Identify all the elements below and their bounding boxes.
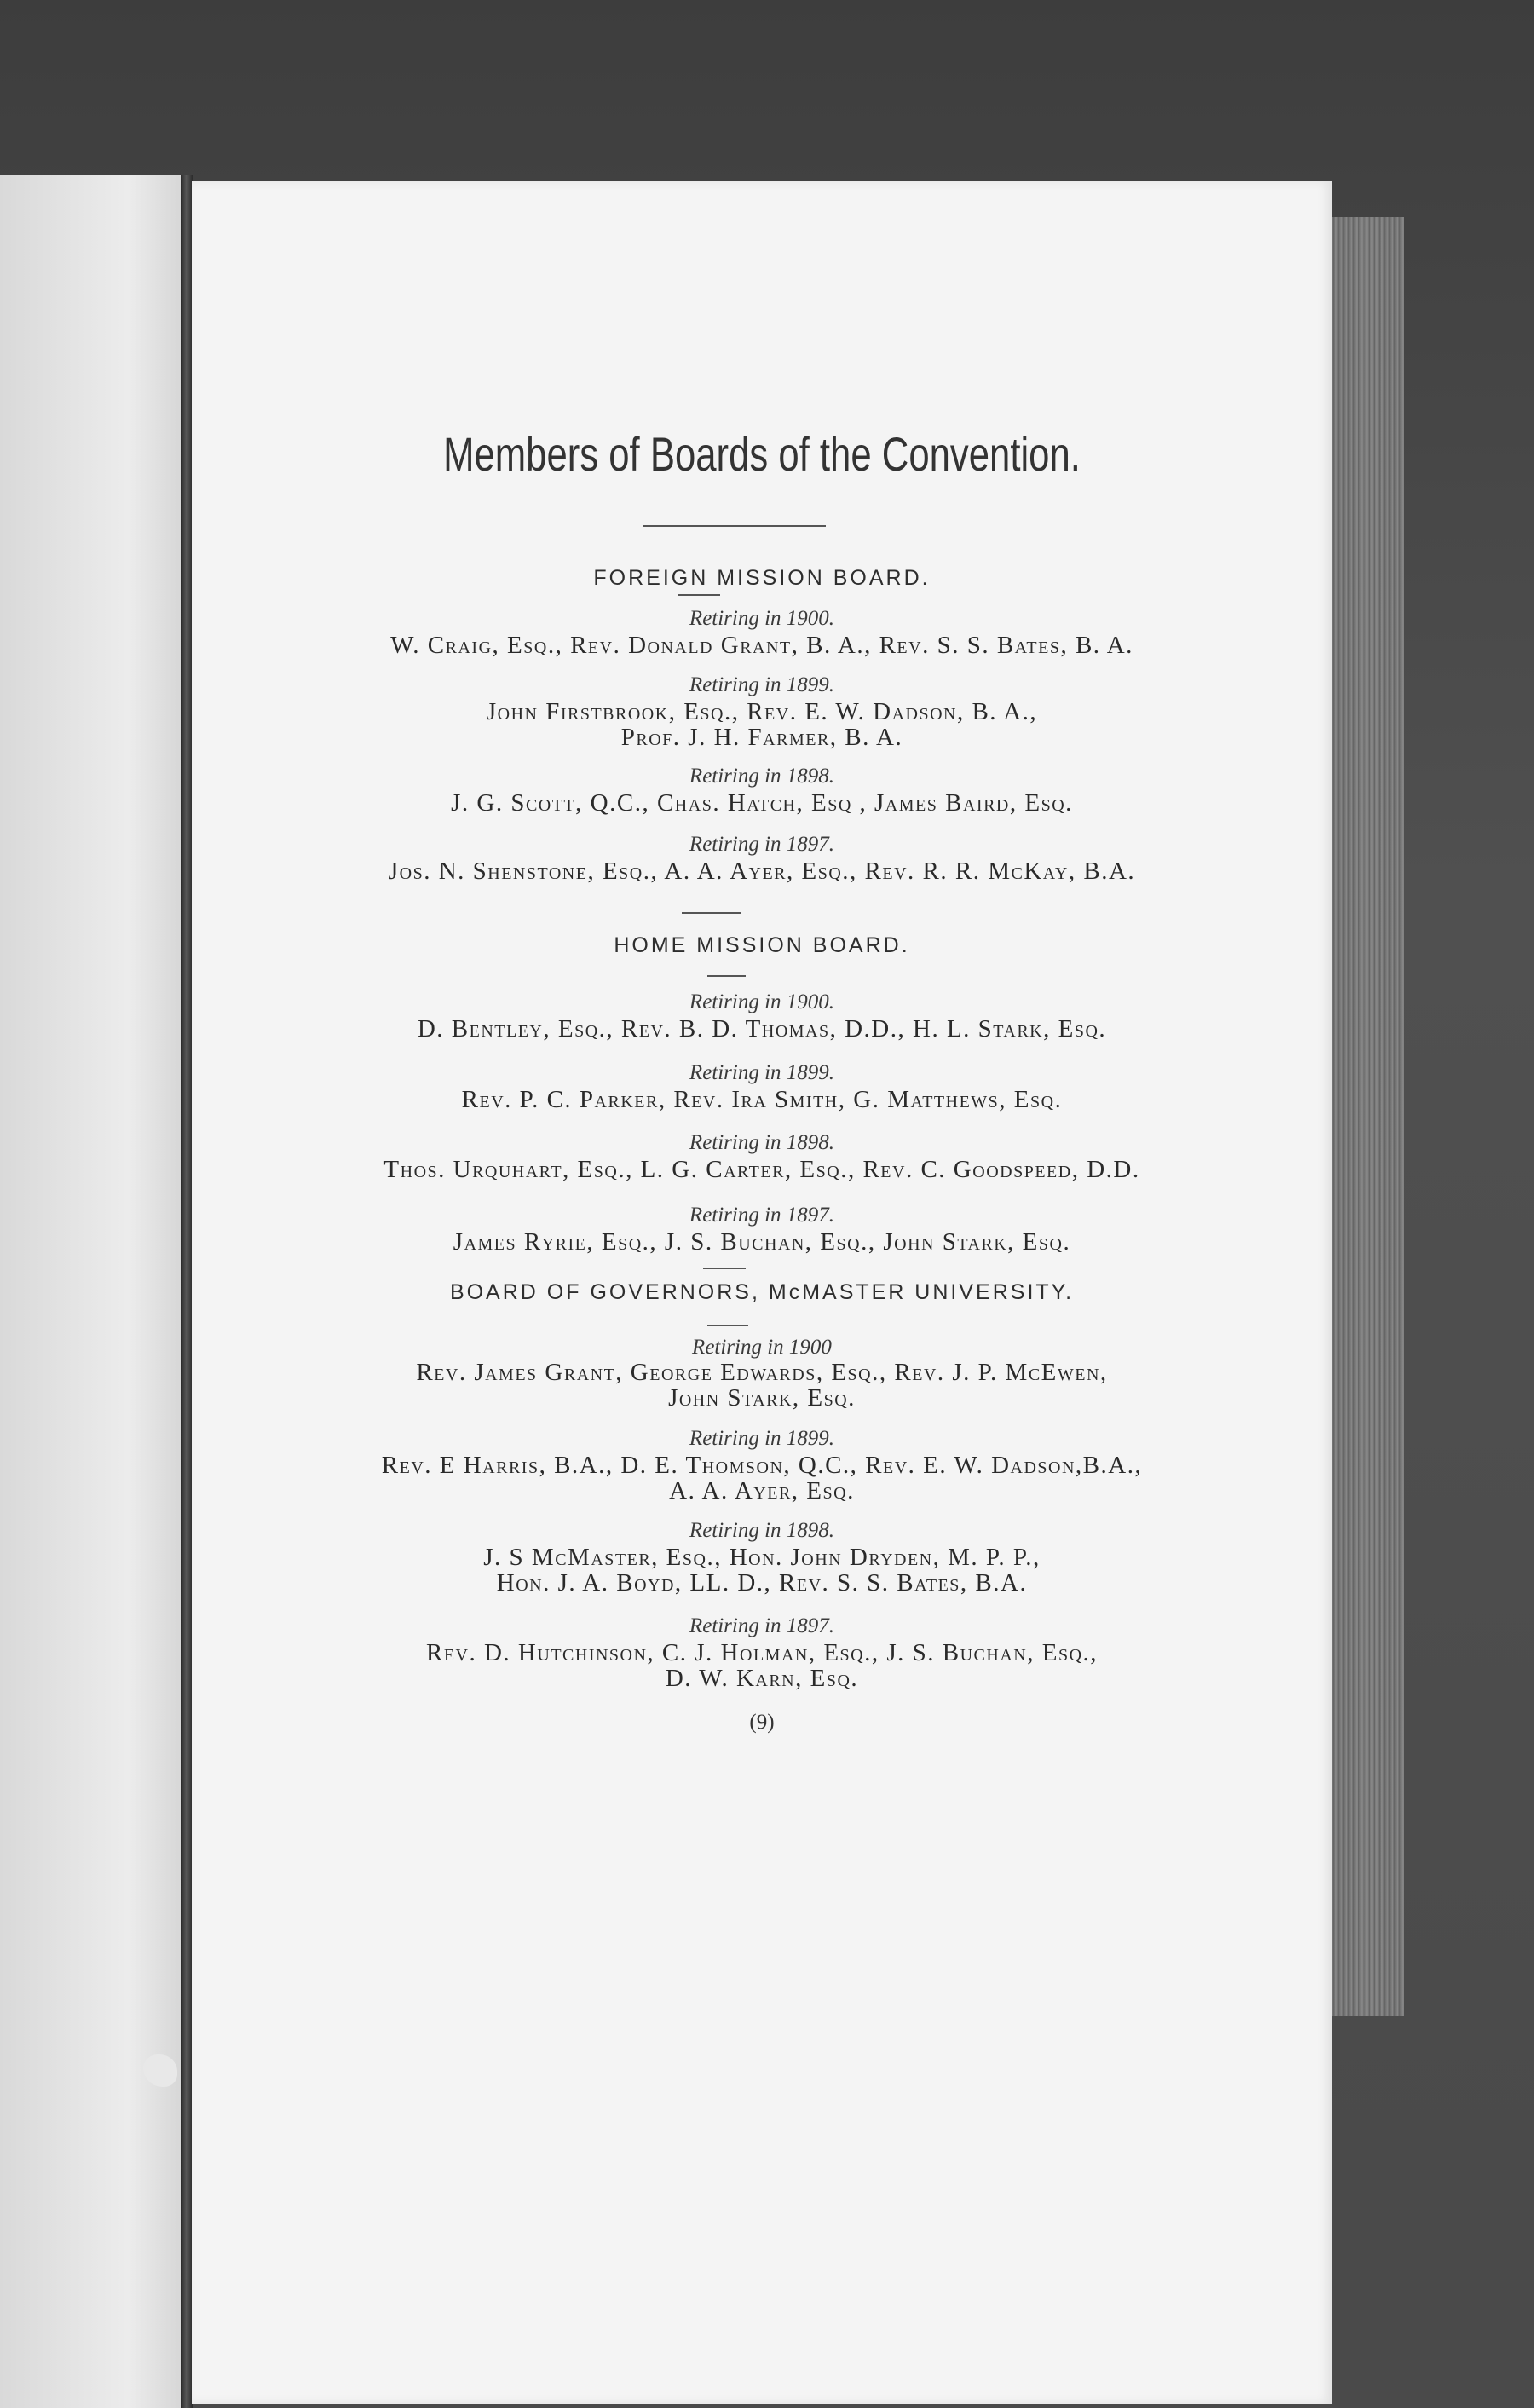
board-heading-home-mission: HOME MISSION BOARD. bbox=[614, 933, 910, 957]
section-rule bbox=[682, 912, 741, 914]
member-names: John Firstbrook, Esq., Rev. E. W. Dadson, B. A., bbox=[486, 698, 1038, 725]
heading-rule bbox=[678, 594, 720, 596]
document-page bbox=[192, 181, 1332, 2404]
retiring-label: Retiring in 1898. bbox=[689, 765, 835, 788]
retiring-label: Retiring in 1899. bbox=[689, 1061, 835, 1084]
book-gutter bbox=[181, 175, 193, 2408]
member-names: Jos. N. Shenstone, Esq., A. A. Ayer, Esq., Rev. R. R. McKay, B.A. bbox=[388, 858, 1136, 885]
section-rule bbox=[703, 1268, 746, 1269]
retiring-label: Retiring in 1900 bbox=[692, 1336, 832, 1359]
retiring-label: Retiring in 1899. bbox=[689, 673, 835, 696]
heading-rule bbox=[707, 975, 746, 977]
retiring-label: Retiring in 1897. bbox=[689, 833, 835, 856]
member-names: D. Bentley, Esq., Rev. B. D. Thomas, D.D., H. L. Stark, Esq. bbox=[417, 1015, 1107, 1042]
member-names: James Ryrie, Esq., J. S. Buchan, Esq., John Stark, Esq. bbox=[453, 1228, 1071, 1256]
retiring-label: Retiring in 1898. bbox=[689, 1519, 835, 1542]
heading-rule bbox=[707, 1325, 748, 1326]
board-heading-foreign-mission: FOREIGN MISSION BOARD. bbox=[593, 566, 931, 590]
retiring-label: Retiring in 1900. bbox=[689, 990, 835, 1013]
member-names: Hon. J. A. Boyd, LL. D., Rev. S. S. Bates, B.A. bbox=[496, 1569, 1028, 1597]
board-heading-governors: BOARD OF GOVERNORS, McMASTER UNIVERSITY. bbox=[449, 1280, 1075, 1304]
member-names: W. Craig, Esq., Rev. Donald Grant, B. A., Rev. S. S. Bates, B. A. bbox=[390, 632, 1133, 659]
member-names: A. A. Ayer, Esq. bbox=[669, 1477, 855, 1504]
title-rule bbox=[643, 525, 826, 527]
retiring-label: Retiring in 1899. bbox=[689, 1427, 835, 1450]
retiring-label: Retiring in 1897. bbox=[689, 1204, 835, 1227]
retiring-label: Retiring in 1897. bbox=[689, 1614, 835, 1637]
member-names: John Stark, Esq. bbox=[668, 1384, 856, 1412]
member-names: Prof. J. H. Farmer, B. A. bbox=[620, 724, 903, 751]
member-names: Thos. Urquhart, Esq., L. G. Carter, Esq., Rev. C. Goodspeed, D.D. bbox=[384, 1156, 1140, 1183]
member-names: J. S McMaster, Esq., Hon. John Dryden, M. P. P., bbox=[483, 1544, 1041, 1571]
page-number: (9) bbox=[749, 1711, 775, 1734]
retiring-label: Retiring in 1898. bbox=[689, 1131, 835, 1154]
member-names: J. G. Scott, Q.C., Chas. Hatch, Esq , James Baird, Esq. bbox=[451, 789, 1073, 817]
member-names: Rev. D. Hutchinson, C. J. Holman, Esq., J. S. Buchan, Esq., bbox=[425, 1639, 1099, 1666]
member-names: Rev. P. C. Parker, Rev. Ira Smith, G. Matthews, Esq. bbox=[461, 1086, 1063, 1113]
member-names: Rev. E Harris, B.A., D. E. Thomson, Q.C., Rev. E. W. Dadson,B.A., bbox=[381, 1452, 1143, 1479]
member-names: D. W. Karn, Esq. bbox=[665, 1665, 859, 1692]
retiring-label: Retiring in 1900. bbox=[689, 607, 835, 630]
member-names: Rev. James Grant, George Edwards, Esq., Rev. J. P. McEwen, bbox=[416, 1359, 1108, 1386]
page-title: Members of Boards of the Convention. bbox=[443, 427, 1081, 481]
